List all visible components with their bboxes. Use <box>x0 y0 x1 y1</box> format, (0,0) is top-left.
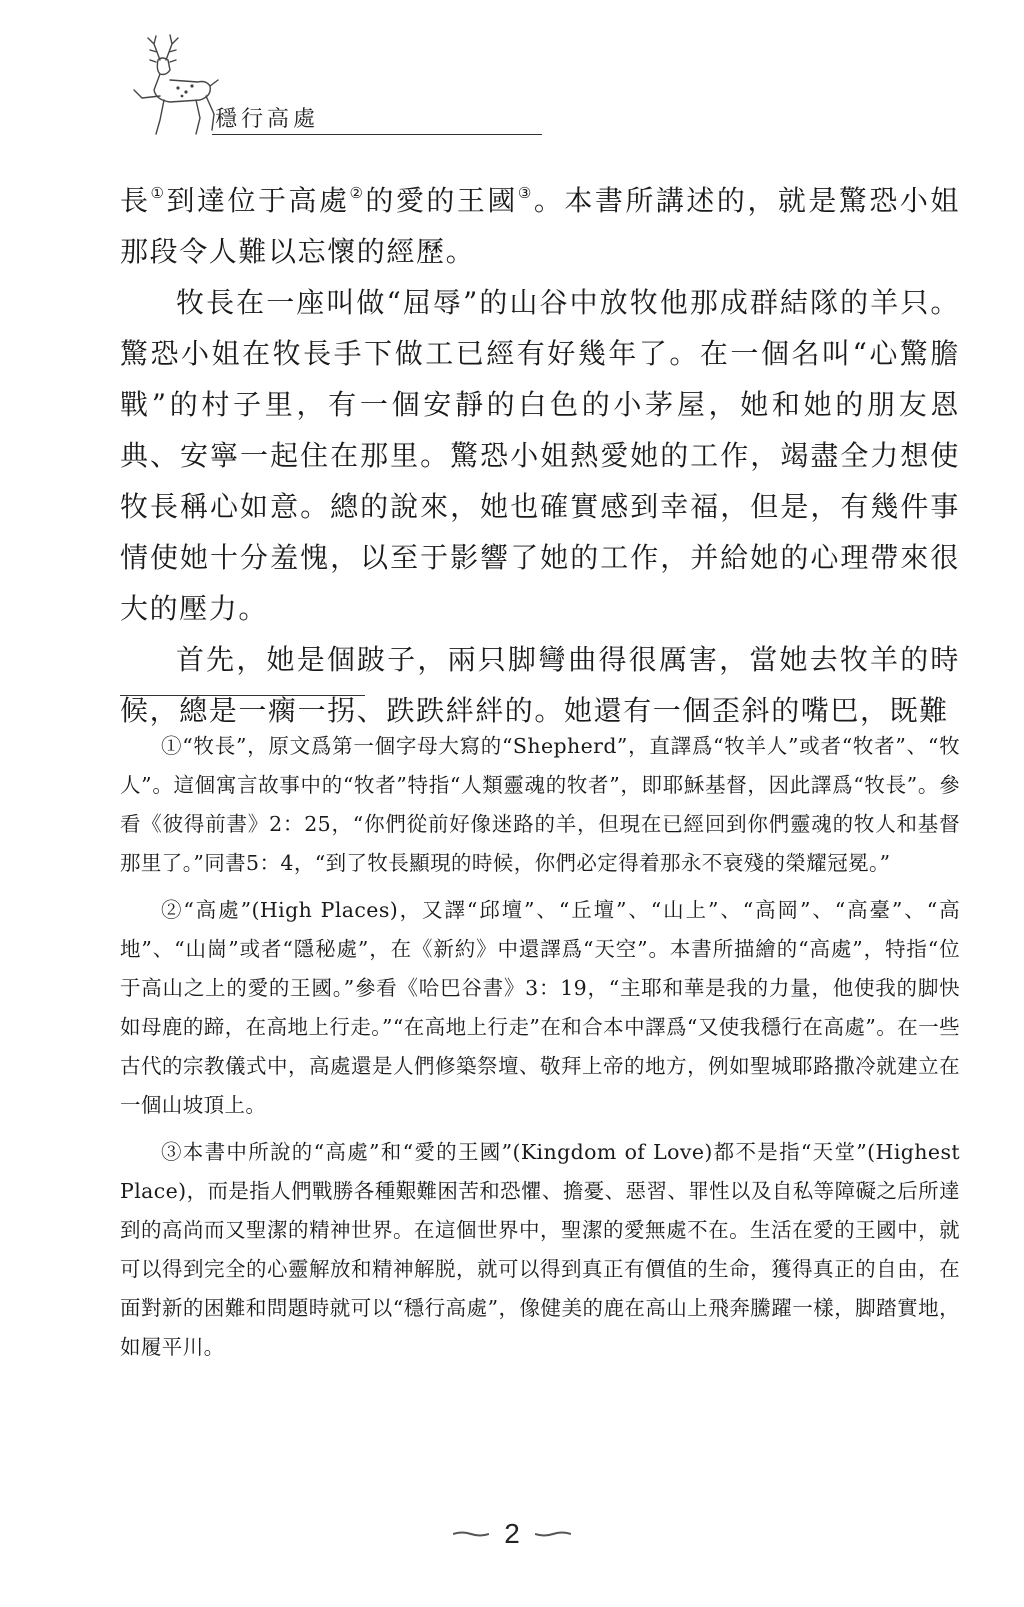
paragraph-1 <box>120 175 960 277</box>
footnote-1: ①“牧長”，原文爲第一個字母大寫的“Shepherd”，直譯爲“牧羊人”或者“牧者”、“牧人”。這個寓言故事中的“牧者”特指“人類靈魂的牧者”，即耶穌基督，因此譯爲“牧長”。參看《彼得前書》2：25，“你們從前好像迷路的羊，但現在已經回到你們靈魂的牧人和基督那里了。”同書5：4，“到了牧長顯現的時候，你們必定得着那永不衰殘的榮耀冠冕。” <box>120 734 960 875</box>
running-title: 穩行高處 <box>215 107 320 132</box>
text-segment: 。本書所講述的，就是驚恐小姐那段令人難以忘懷的經歷。 <box>120 184 960 268</box>
footnote-marker-2: ② <box>349 184 366 202</box>
footnote-rule <box>120 695 365 696</box>
text-segment: 長 <box>120 184 151 217</box>
footnote-marker-3: ③ <box>517 184 534 202</box>
deer-icon <box>120 30 230 140</box>
main-text <box>120 175 960 736</box>
ornament-right-icon <box>535 1531 571 1537</box>
page-number: 2 <box>504 1518 520 1549</box>
footnote-2: ②“高處”(High Places)，又譯“邱壇”、“丘壇”、“山上”、“高岡”、“高臺”、“高地”、“山崗”或者“隱秘處”，在《新約》中還譯爲“天空”。本書所描繪的“高處”，特指“位于高山之上的愛的王國。”參看《哈巴谷書》3：19，“主耶和華是我的力量，他使我的脚快如母鹿的蹄，在高地上行走。”“在高地上行走”在和合本中譯爲“又使我穩行在高處”。在一些古代的宗教儀式中，高處還是人們修築祭壇、敬拜上帝的地方，例如聖城耶路撒冷就建立在一個山坡頂上。 <box>120 898 960 1117</box>
text-segment: 到達位于高處 <box>166 184 350 217</box>
paragraph-3: 首先，她是個跛子，兩只脚彎曲得很厲害，當她去牧羊的時候，總是一瘸一拐、跌跌絆絆的。她還有一個歪斜的嘴巴，既難 <box>120 643 960 727</box>
footnote-marker-1: ① <box>150 184 167 202</box>
footnote-3: ③本書中所說的“高處”和“愛的王國”(Kingdom of Love)都不是指“天堂”(Highest Place)，而是指人們戰勝各種艱難困苦和恐懼、擔憂、惡習、罪性以及自私等障礙之后所達到的高尚而又聖潔的精神世界。在這個世界中，聖潔的愛無處不在。生活在愛的王國中，就可以得到完全的心靈解放和精神解脱，就可以得到真正有價值的生命，獲得真正的自由，在面對新的困難和問題時就可以“穩行高處”，像健美的鹿在高山上飛奔騰躍一樣，脚踏實地，如履平川。 <box>120 1140 960 1359</box>
paragraph-2: 牧長在一座叫做“屈辱”的山谷中放牧他那成群結隊的羊只。驚恐小姐在牧長手下做工已經有好幾年了。在一個名叫“心驚膽戰”的村子里，有一個安靜的白色的小茅屋，她和她的朋友恩典、安寧一起住在那里。驚恐小姐熱愛她的工作，竭盡全力想使牧長稱心如意。總的說來，她也確實感到幸福，但是，有幾件事情使她十分羞愧，以至于影響了她的工作，并給她的心理帶來很大的壓力。 <box>120 286 960 625</box>
running-header <box>120 30 440 140</box>
footnotes <box>120 727 960 1375</box>
ornament-left-icon <box>453 1531 489 1537</box>
text-segment: 的愛的王國 <box>365 184 518 217</box>
page-footer <box>0 1518 1024 1558</box>
header-rule <box>212 134 542 135</box>
